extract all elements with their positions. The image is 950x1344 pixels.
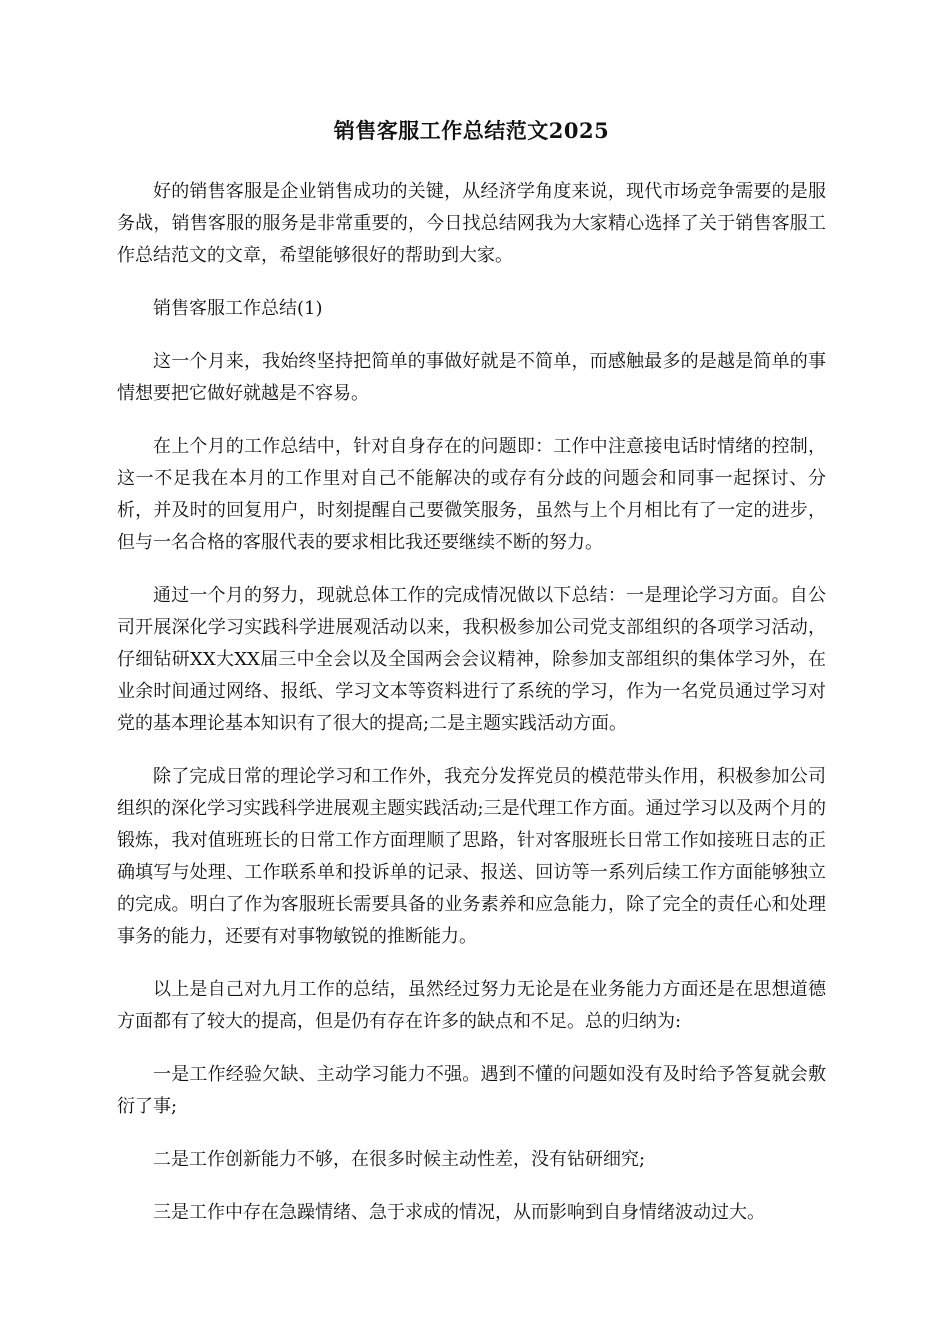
- paragraph: 这一个月来，我始终坚持把简单的事做好就是不简单，而感触最多的是越是简单的事情想要把它做好就越是不容易。: [117, 351, 826, 404]
- paragraph: 一是工作经验欠缺、主动学习能力不强。遇到不懂的问题如没有及时给予答复就会敷衍了事;: [117, 1064, 826, 1117]
- paragraph-intro: 好的销售客服是企业销售成功的关键，从经济学角度来说，现代市场竞争需要的是服务战，销售客服的服务是非常重要的，今日找总结网我为大家精心选择了关于销售客服工作总结范文的文章，希望能够很好的帮助到大家。: [117, 181, 826, 266]
- paragraph: 以上是自己对九月工作的总结，虽然经过努力无论是在业务能力方面还是在思想道德方面都有了较大的提高，但是仍有存在许多的缺点和不足。总的归纳为:: [117, 979, 826, 1032]
- paragraph: 通过一个月的努力，现就总体工作的完成情况做以下总结：一是理论学习方面。自公司开展深化学习实践科学进展观活动以来，我积极参加公司党支部组织的各项学习活动，仔细钻研XX大XX届三中全会以及全国两会会议精神，除参加支部组织的集体学习外，在业余时间通过网络、报纸、学习文本等资料进行了系统的学习，作为一名党员通过学习对党的基本理论基本知识有了很大的提高;二是主题实践活动方面。: [117, 585, 826, 734]
- paragraph: 除了完成日常的理论学习和工作外，我充分发挥党员的模范带头作用，积极参加公司组织的深化学习实践科学进展观主题实践活动;三是代理工作方面。通过学习以及两个月的锻炼，我对值班班长的日常工作方面理顺了思路，针对客服班长日常工作如接班日志的正确填写与处理、工作联系单和投诉单的记录、报送、回访等一系列后续工作方面能够独立的完成。明白了作为客服班长需要具备的业务素养和应急能力，除了完全的责任心和处理事务的能力，还要有对事物敏锐的推断能力。: [117, 766, 826, 947]
- paragraph: 二是工作创新能力不够，在很多时候主动性差，没有钻研细究;: [153, 1149, 646, 1170]
- document-title: 销售客服工作总结范文2025: [333, 118, 610, 143]
- paragraph: 在上个月的工作总结中，针对自身存在的问题即：工作中注意接电话时情绪的控制，这一不足我在本月的工作里对自己不能解决的或存有分歧的问题会和同事一起探讨、分析，并及时的回复用户，时刻提醒自己要微笑服务，虽然与上个月相比有了一定的进步，但与一名合格的客服代表的要求相比我还要继续不断的努力。: [117, 436, 826, 553]
- section-heading: 销售客服工作总结(1): [153, 298, 323, 319]
- paragraph: 三是工作中存在急躁情绪、急于求成的情况，从而影响到自身情绪波动过大。: [153, 1202, 765, 1223]
